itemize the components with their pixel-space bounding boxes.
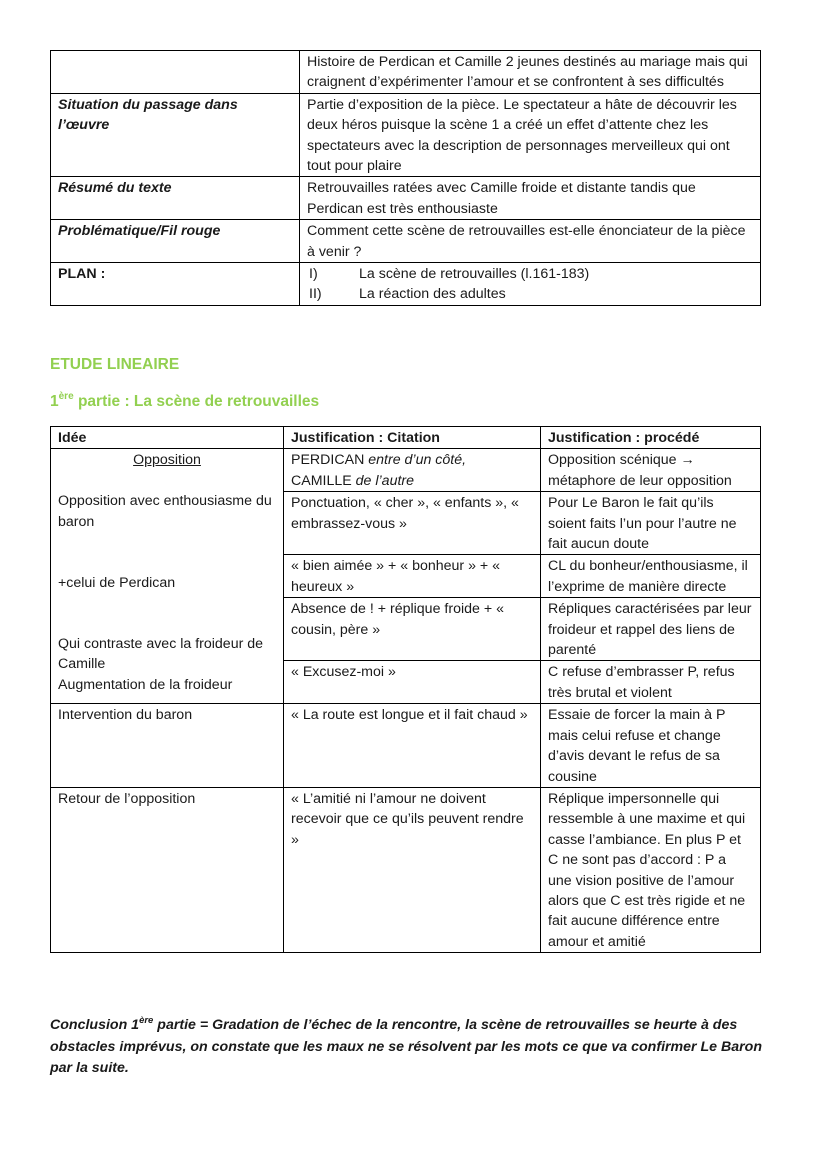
table-row: [51, 704, 761, 788]
idea-cell: Intervention du baron: [51, 704, 284, 788]
citation-cell: Absence de ! + réplique froide + « cousin, père »: [284, 598, 541, 661]
table-row: [51, 787, 761, 952]
plan-number: I): [309, 266, 318, 283]
row-text: Partie d’exposition de la pièce. Le spectateur a hâte de découvrir les deux héros puisque la scène 1 a créé un effet d’attente chez les spectateurs avec la description de personnages merveilleux qui ont tout pour plaire: [300, 93, 761, 177]
citation-cell: Ponctuation, « cher », « enfants », « embrassez-vous »: [284, 492, 541, 555]
analysis-table: [50, 426, 761, 953]
part-number-sup: ère: [58, 391, 74, 402]
table-row: [51, 93, 761, 177]
intro-text: Histoire de Perdican et Camille 2 jeunes destinés au mariage mais qui craignent d’expérimenter l’amour et se confrontent à ses difficultés: [300, 51, 761, 94]
plan-text: La scène de retrouvailles (l.161-183): [359, 266, 590, 283]
column-header: Justification : procédé: [541, 427, 761, 449]
row-label: Problématique/Fil rouge: [51, 220, 300, 263]
empty-label-cell: [51, 51, 300, 94]
column-header: Idée: [51, 427, 284, 449]
citation-cell: « La route est longue et il fait chaud »: [284, 704, 541, 788]
conclusion-start: Conclusion 1: [50, 1017, 140, 1033]
idea-opposition: Opposition: [133, 452, 201, 469]
procede-cell: Essaie de forcer la main à P mais celui refuse et change d’avis devant le refus de sa cousine: [541, 704, 761, 788]
section-heading: ETUDE LINEAIRE: [50, 356, 180, 373]
table-header-row: [51, 427, 761, 449]
table-row: [51, 263, 761, 306]
citation-italic: de l’autre: [355, 472, 415, 489]
citation-text: PERDICAN: [291, 452, 369, 469]
idea-camille: Qui contraste avec la froideur de Camille: [58, 635, 264, 673]
conclusion-text: partie = Gradation de l’échec de la rencontre, la scène de retrouvailles se heurte à des obstacles imprévus, on constate que les maux ne se résolvent par les mots ce que va confirmer Le Baron par la suite.: [50, 1017, 762, 1077]
table-row: [51, 449, 761, 492]
row-text: Comment cette scène de retrouvailles est-elle énonciateur de la pièce à venir ?: [300, 220, 761, 263]
plan-list: [300, 263, 761, 306]
citation-cell: « L’amitié ni l’amour ne doivent recevoir que ce qu’ils peuvent rendre »: [284, 787, 541, 952]
part-heading: [50, 393, 319, 411]
plan-label: PLAN :: [51, 263, 300, 306]
citation-text: CAMILLE: [291, 472, 356, 489]
plan-text: La réaction des adultes: [359, 286, 506, 303]
part-title: partie : La scène de retrouvailles: [73, 393, 320, 410]
plan-item: [307, 264, 753, 284]
procede-cell: Réplique impersonnelle qui ressemble à une maxime et qui casse l’ambiance. En plus P et C ne sont pas d’accord : P a une vision positive de l’amour alors que C est très rigide et ne fait aucune différence entre amour et amitié: [541, 787, 761, 952]
citation-italic: entre d’un côté,: [368, 452, 467, 469]
citation-cell: [284, 449, 541, 492]
procede-cell: Pour Le Baron le fait qu’ils soient faits l’un pour l’autre ne fait aucun doute: [541, 492, 761, 555]
citation-cell: « bien aimée » + « bonheur » + « heureux »: [284, 555, 541, 598]
table-row: [51, 220, 761, 263]
table-row: [51, 51, 761, 94]
plan-item: [307, 284, 753, 304]
conclusion-sup: ère: [139, 1015, 154, 1026]
idea-augment: Augmentation de la froideur: [58, 676, 233, 693]
table-row: [51, 177, 761, 220]
plan-number: II): [309, 286, 322, 303]
citation-cell: « Excusez-moi »: [284, 661, 541, 703]
column-header: Justification : Citation: [284, 427, 541, 449]
procede-cell: Opposition scénique → métaphore de leur opposition: [541, 449, 761, 492]
part-number: 1: [50, 393, 59, 410]
row-label: Résumé du texte: [51, 177, 300, 220]
idea-cell: Retour de l’opposition: [51, 787, 284, 952]
conclusion-paragraph: [50, 1015, 770, 1080]
idea-cell: [51, 449, 284, 704]
procede-cell: CL du bonheur/enthousiasme, il l’exprime de manière directe: [541, 555, 761, 598]
procede-cell: Répliques caractérisées par leur froideur et rappel des liens de parenté: [541, 598, 761, 661]
row-label: Situation du passage dans l’œuvre: [51, 93, 300, 177]
idea-baron: Opposition avec enthousiasme du baron: [58, 493, 272, 530]
summary-table: [50, 50, 761, 306]
idea-perdican: +celui de Perdican: [58, 574, 176, 591]
row-text: Retrouvailles ratées avec Camille froide et distante tandis que Perdican est très enthousiaste: [300, 177, 761, 220]
procede-cell: C refuse d’embrasser P, refus très brutal et violent: [541, 661, 761, 703]
